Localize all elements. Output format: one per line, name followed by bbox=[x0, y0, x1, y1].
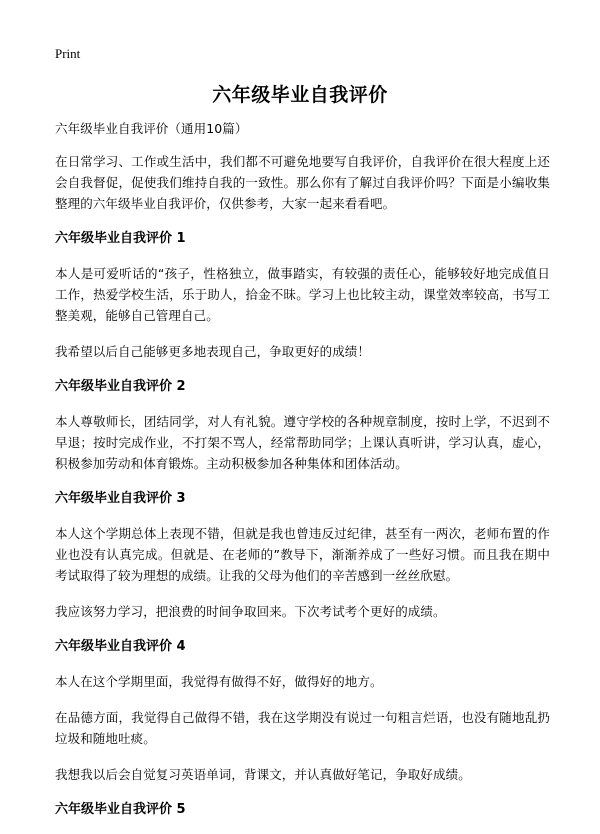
print-link[interactable]: Print bbox=[55, 46, 81, 61]
section-paragraph: 我应该努力学习，把浪费的时间争取回来。下次考试考个更好的成绩。 bbox=[55, 604, 446, 619]
document-body bbox=[55, 118, 550, 834]
section-heading: 六年级毕业自我评价 1 bbox=[55, 231, 186, 246]
document-title: 六年级毕业自我评价 bbox=[212, 84, 388, 106]
section-heading: 六年级毕业自我评价 2 bbox=[55, 379, 186, 394]
section-heading: 六年级毕业自我评价 4 bbox=[55, 639, 186, 654]
section-heading: 六年级毕业自我评价 3 bbox=[55, 491, 186, 506]
section-paragraph: 我希望以后自己能够更多地表现自己，争取更好的成绩！ bbox=[55, 344, 371, 359]
section-paragraph: 本人是可爱听话的“孩子，性格独立，做事踏实，有较强的责任心，能够较好地完成值日工作，热爱学校生活，乐于助人，拾金不昧。学习上也比较主动，课堂效率较高，书写工整美观，能够自己管理自己。 bbox=[55, 266, 550, 323]
document-subtitle: 六年级毕业自我评价（通用10篇） bbox=[55, 121, 248, 136]
section-heading: 六年级毕业自我评价 5 bbox=[55, 802, 186, 817]
section-paragraph: 本人尊敬师长，团结同学，对人有礼貌。遵守学校的各种规章制度，按时上学，不迟到不早退；按时完成作业，不打架不骂人，经常帮助同学；上课认真听讲，学习认真，虚心，积极参加劳动和体育锻炼。主动积极参加各种集体和团体活动。 bbox=[55, 414, 550, 471]
section-paragraph: 在品德方面，我觉得自己做得不错，我在这学期没有说过一句粗言烂语，也没有随地乱扔垃圾和随地吐痰。 bbox=[55, 710, 550, 746]
intro-paragraph: 在日常学习、工作或生活中，我们都不可避免地要写自我评价，自我评价在很大程度上还会自我督促，促使我们维持自我的一致性。那么你有了解过自我评价吗？下面是小编收集整理的六年级毕业自我评价，仅供参考，大家一起来看看吧。 bbox=[55, 154, 550, 211]
section-paragraph: 本人这个学期总体上表现不错，但就是我也曾违反过纪律，甚至有一两次，老师布置的作业也没有认真完成。但就是、在老师的”教导下，渐渐养成了一些好习惯。而且我在期中考试取得了较为理想的成绩。让我的父母为他们的辛苦感到一丝丝欣慰。 bbox=[55, 526, 550, 583]
section-paragraph: 我想我以后会自觉复习英语单词，背课文，并认真做好笔记，争取好成绩。 bbox=[55, 767, 471, 782]
section-paragraph: 本人在这个学期里面，我觉得有做得不好，做得好的地方。 bbox=[55, 674, 383, 689]
